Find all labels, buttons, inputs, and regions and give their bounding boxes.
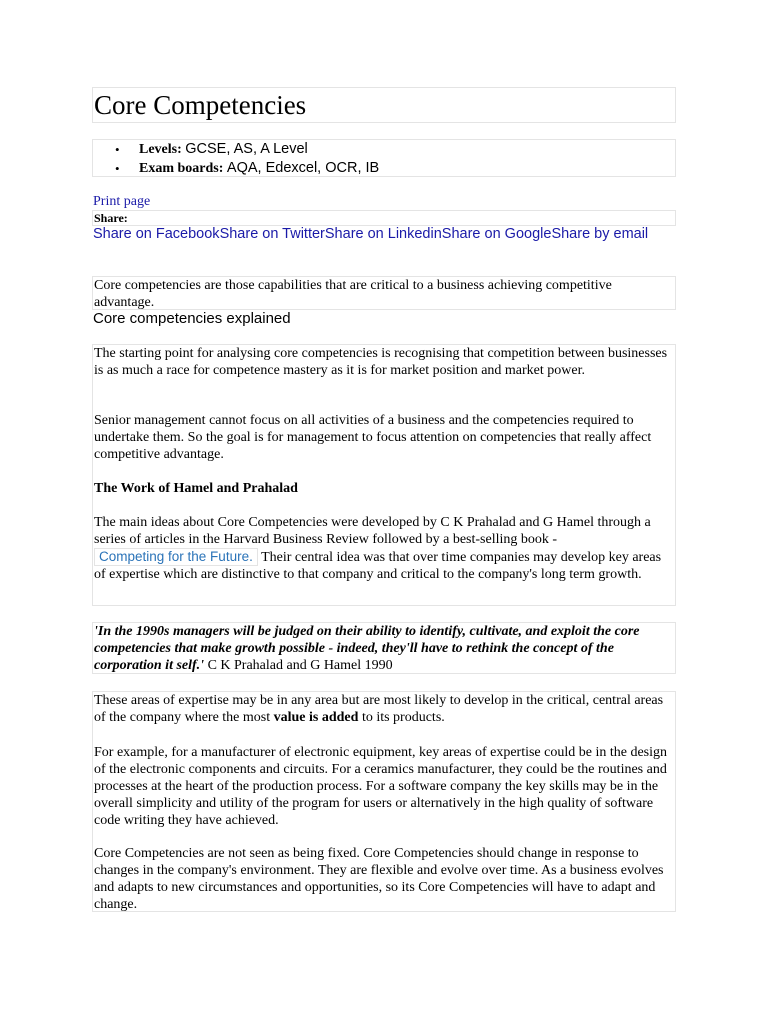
meta-label: Levels:	[139, 142, 182, 157]
share-linkedin-link[interactable]: Share on Linkedin	[324, 226, 442, 242]
print-page-link[interactable]: Print page	[93, 194, 151, 209]
meta-value: GCSE, AS, A Level	[185, 141, 308, 157]
paragraph-areas-of-expertise	[94, 692, 674, 726]
page-title: Core Competencies	[94, 90, 307, 120]
meta-value: AQA, Edexcel, OCR, IB	[226, 160, 380, 176]
share-links	[93, 226, 673, 242]
share-facebook-link[interactable]: Share on Facebook	[93, 226, 220, 242]
share-email-link[interactable]: Share by email	[551, 226, 649, 242]
meta-label: Exam boards:	[139, 161, 224, 176]
body-section-1	[92, 344, 676, 606]
areas-emphasis: value is added	[273, 710, 359, 725]
areas-text: These areas of expertise may be in any area but are most likely to develop in the critical, central areas of the company where the most	[94, 693, 664, 725]
intro-box	[92, 276, 676, 310]
bullet-icon: •	[115, 142, 120, 157]
paragraph-starting-point: The starting point for analysing core competencies is recognising that competition between businesses is as much a race for competence mastery as it is for market position and market power.	[94, 346, 668, 378]
main-ideas-text: The main ideas about Core Competencies were developed by C K Prahalad and G Hamel through a series of articles in the Harvard Business Review followed by a best-selling book -	[94, 515, 651, 547]
bullet-icon: •	[115, 161, 120, 176]
quote-citation: C K Prahalad and G Hamel 1990	[204, 658, 393, 673]
paragraph-main-ideas	[94, 514, 674, 583]
intro-paragraph: Core competencies are those capabilities that are critical to a business achieving competitive advantage.	[94, 278, 612, 310]
share-twitter-link[interactable]: Share on Twitter	[219, 226, 325, 242]
meta-box	[92, 139, 676, 177]
quote	[94, 623, 674, 674]
title-box	[92, 87, 676, 123]
meta-list	[115, 140, 379, 178]
sub-heading: The Work of Hamel and Prahalad	[94, 481, 298, 496]
quote-box	[92, 622, 676, 674]
areas-text-continued: to its products.	[358, 710, 445, 725]
share-label: Share:	[94, 211, 128, 225]
paragraph-senior-management: Senior management cannot focus on all activities of a business and the competencies required to undertake them. So the goal is for management to focus attention on competencies that really affect competitive advantage.	[94, 413, 652, 462]
main-ideas-text-continued: Their central idea was that over time companies may develop key areas of expertise which are distinctive to that company and critical to the company's long term growth.	[94, 550, 662, 582]
meta-levels	[115, 140, 379, 159]
meta-exam-boards	[115, 159, 379, 178]
body-section-2	[92, 691, 676, 912]
quote-text: 'In the 1990s managers will be judged on their ability to identify, cultivate, and exploit the core competencies that make growth possible - indeed, they'll have to rethink the concept of the corporation it self.'	[94, 624, 640, 673]
section-heading: Core competencies explained	[93, 310, 291, 327]
book-link[interactable]: Competing for the Future.	[94, 548, 258, 566]
paragraph-example: For example, for a manufacturer of electronic equipment, key areas of expertise could be in the design of the electronic components and circuits. For a ceramics manufacturer, they could be the routines and processes at the heart of the production process. For a software company the key skills may be in the overall simplicity and utility of the program for users or alternatively in the high quality of software code writing they have achieved.	[94, 745, 667, 828]
paragraph-not-fixed: Core Competencies are not seen as being fixed. Core Competencies should change in response to changes in the company's environment. They are flexible and evolve over time. As a business evolves and adapts to new circumstances and opportunities, so its Core Competencies will have to adapt and change.	[94, 846, 664, 912]
share-google-link[interactable]: Share on Google	[441, 226, 552, 242]
share-box	[92, 210, 676, 226]
